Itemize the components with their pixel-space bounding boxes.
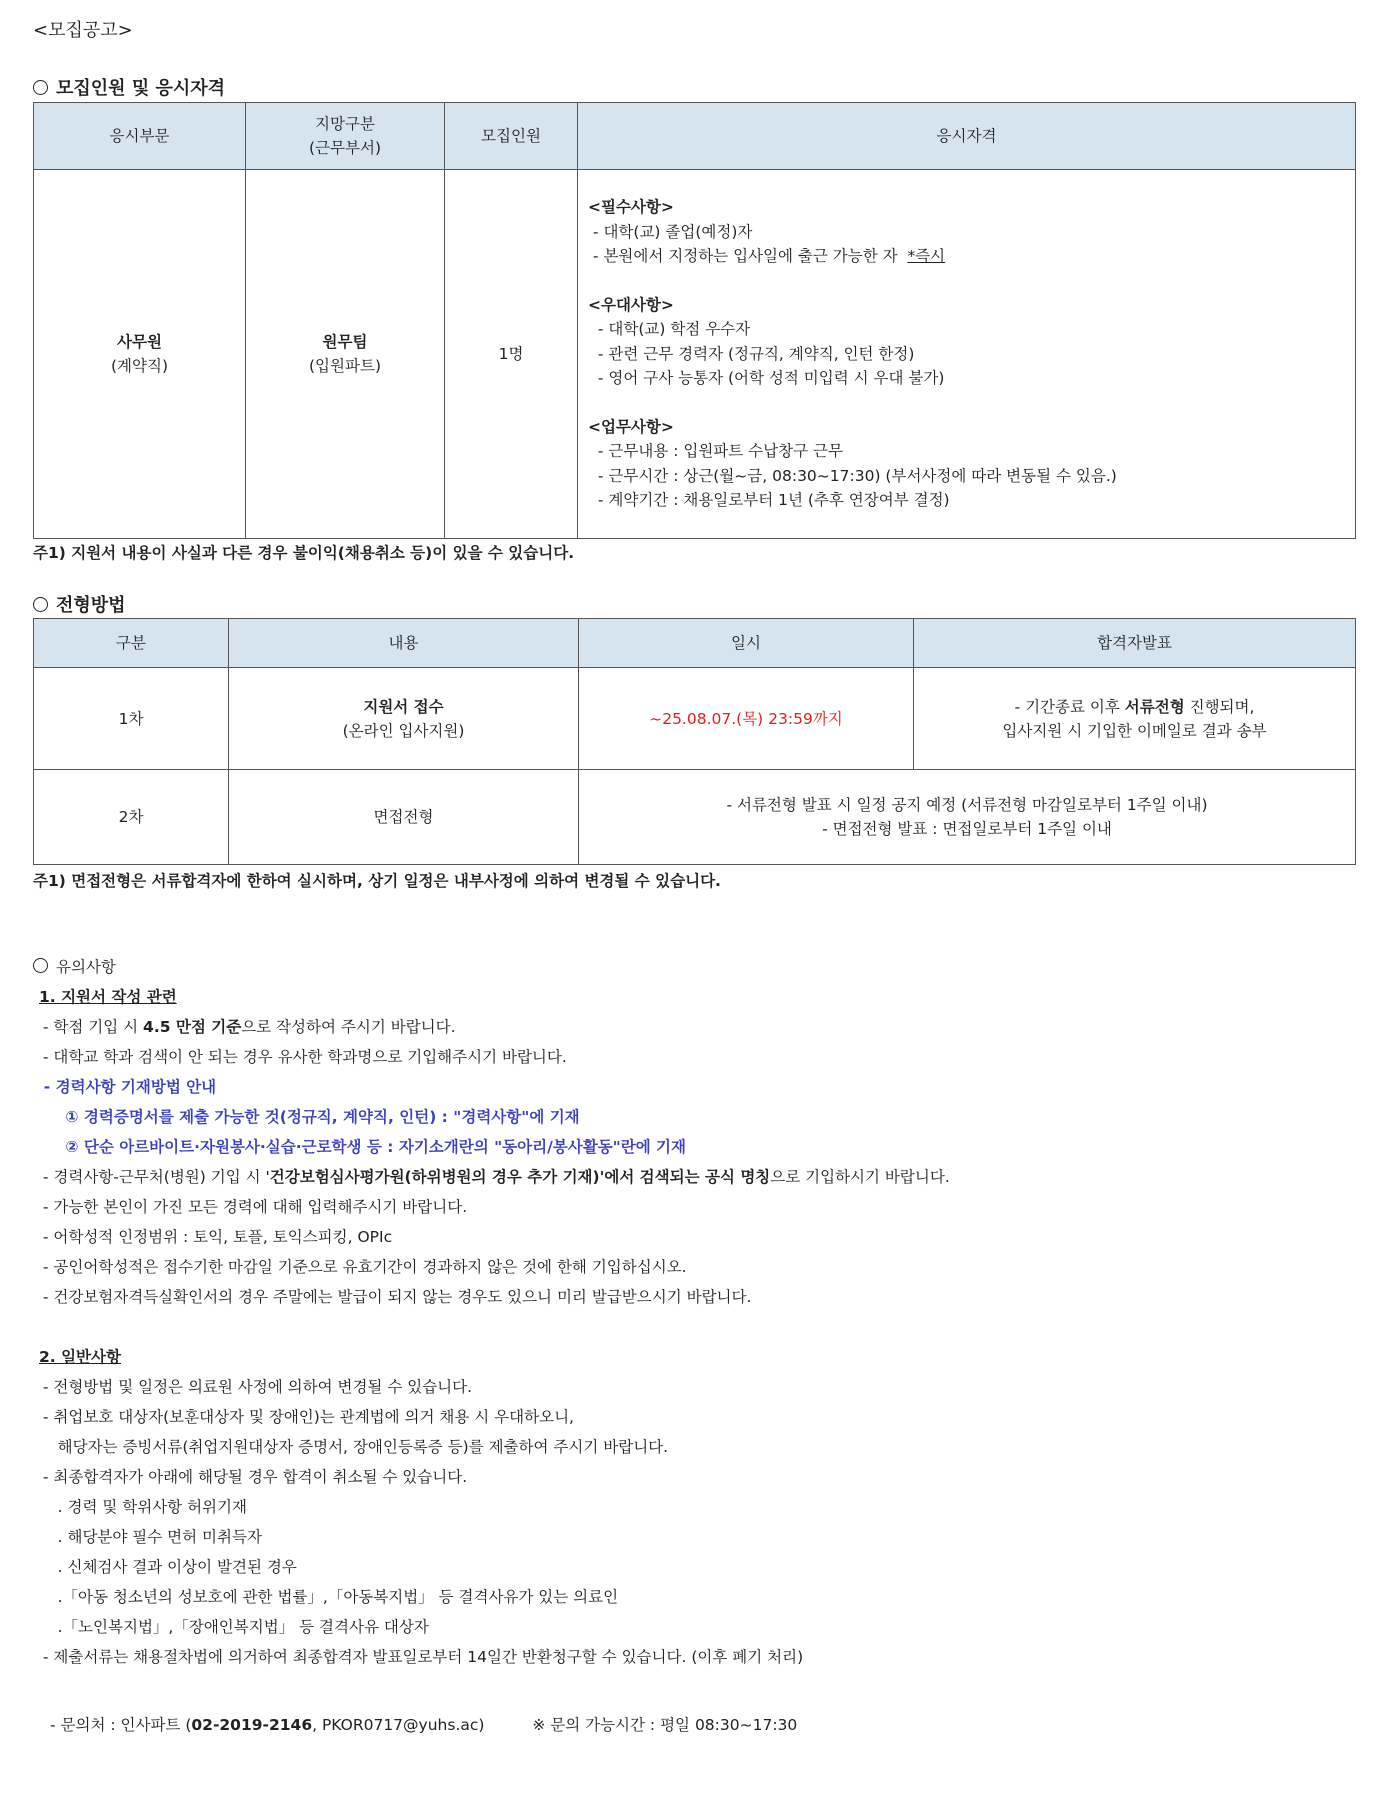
interview-detail-line: - 서류전형 발표 시 일정 공지 예정 (서류전형 마감일로부터 1주일 이내) [726,796,1208,814]
circle-bullet-icon [33,958,48,973]
immediate-note: *즉시 [907,247,946,265]
notice-subsection-title: 2. 일반사항 [39,1348,121,1366]
recruitment-heading-text: 모집인원 및 응시자격 [56,78,226,99]
required-item: - 본원에서 지정하는 입사일에 출근 가능한 자 *즉시 [588,247,946,265]
deadline-cell: ~25.08.07.(목) 23:59까지 [579,668,914,770]
col-header-dept: 응시부문 [34,103,246,170]
content-main: 지원서 접수 [363,697,444,716]
circle-bullet-icon [33,80,48,95]
preferred-item: - 대학(교) 학점 우수자 [588,320,751,338]
team-cell [246,170,445,539]
col-header-stage: 구분 [34,619,229,668]
interview-detail-line: - 면접전형 발표 : 면접일로부터 1주일 이내 [822,820,1112,838]
contact-email: , PKOR0717@yuhs.ac) [312,1716,485,1734]
col-header-area: 지망구분 (근무부서) [246,103,445,170]
duties-item: - 근무내용 : 입원파트 수납창구 근무 [588,442,843,460]
notice-line-guide: - 경력사항 기재방법 안내 [33,1078,217,1096]
count-cell: 1명 [445,170,578,539]
contact-line [50,1713,797,1735]
circle-bullet-icon [33,597,48,612]
selection-header-row [34,619,1356,668]
duties-item: - 근무시간 : 상근(월~금, 08:30~17:30) (부서사정에 따라 변동될 수 있음.) [588,466,1117,485]
notice-line: - 경력사항-근무처(병원) 기입 시 '건강보험심사평가원(하위병원의 경우 추가 기재)'에서 검색되는 공식 명칭으로 기입하시기 바랍니다. [33,1168,950,1186]
col-header-date: 일시 [579,619,914,668]
notice-line: - 제출서류는 채용절차법에 의거하여 최종합격자 발표일로부터 14일간 반환청구할 수 있습니다. (이후 폐기 처리) [33,1648,804,1666]
required-title: <필수사항> [588,198,674,216]
dept-cell [34,170,246,539]
content-cell [229,668,579,770]
notice-line: . 해당분야 필수 면허 미취득자 [33,1528,262,1546]
notice-line: - 가능한 본인이 가진 모든 경력에 대해 입력해주시기 바랍니다. [33,1198,468,1216]
selection-footnote: 주1) 면접전형은 서류합격자에 한하여 실시하며, 상기 일정은 내부사정에 의하여 변경될 수 있습니다. [33,872,721,890]
preferred-title: <우대사항> [588,295,674,314]
selection-row-2 [34,770,1356,865]
notice-line: 해당자는 증빙서류(취업지원대상자 증명서, 장애인등록증 등)를 제출하여 주시기 바랍니다. [33,1438,669,1456]
recruitment-header-row [34,103,1356,170]
notice-line: - 공인어학성적은 접수기한 마감일 기준으로 유효기간이 경과하지 않은 것에 한해 기입하십시오. [33,1258,687,1276]
selection-row-1 [34,668,1356,770]
team-sub: (입원파트) [309,357,381,375]
notice-line: - 어학성적 인정범위 : 토익, 토플, 토익스피킹, OPIc [33,1228,393,1246]
contact-hours: ※ 문의 가능시간 : 평일 08:30~17:30 [532,1716,798,1734]
stage-cell: 1차 [34,668,229,770]
preferred-item: - 관련 근무 경력자 (정규직, 계약직, 인턴 한정) [588,344,915,363]
recruitment-table [33,102,1356,539]
duties-item: - 계약기간 : 채용일로부터 1년 (추후 연장여부 결정) [588,491,950,509]
notice-line-guide: ① 경력증명서를 제출 가능한 것(정규직, 계약직, 인턴) : "경력사항"에 기재 [33,1108,580,1126]
preferred-item: - 영어 구사 능통자 (어학 성적 미입력 시 우대 불가) [588,369,945,387]
result-line: 입사지원 시 기입한 이메일로 결과 송부 [1002,721,1267,740]
result-line: - 기간종료 이후 서류전형 진행되며, [1014,697,1255,716]
notice-line: - 학점 기입 시 4.5 만점 기준으로 작성하여 주시기 바랍니다. [33,1018,456,1036]
selection-table [33,618,1356,865]
contact-phone: 02-2019-2146 [191,1716,313,1734]
recruitment-row [34,170,1356,539]
recruitment-footnote: 주1) 지원서 내용이 사실과 다른 경우 불이익(채용취소 등)이 있을 수 있습니다. [33,544,575,562]
interview-detail-cell [579,770,1356,865]
col-header-content: 내용 [229,619,579,668]
selection-heading-text: 전형방법 [56,595,126,616]
notice-line: - 최종합격자가 아래에 해당될 경우 합격이 취소될 수 있습니다. [33,1468,468,1486]
content-sub: (온라인 입사지원) [342,721,465,740]
notice-heading: 유의사항 [33,952,1353,982]
col-header-result: 합격자발표 [914,619,1356,668]
notice-line: - 대학교 학과 검색이 안 되는 경우 유사한 학과명으로 기입해주시기 바랍니다. [33,1048,567,1066]
notice-subsection-title: 1. 지원서 작성 관련 [39,988,177,1006]
duties-title: <업무사항> [588,417,674,436]
notice-line: . 신체검사 결과 이상이 발견된 경우 [33,1558,297,1576]
qualification-cell [578,170,1356,539]
col-header-qualification: 응시자격 [578,103,1356,170]
notice-line: . 경력 및 학위사항 허위기재 [33,1498,247,1516]
notice-line: - 취업보호 대상자(보훈대상자 및 장애인)는 관계법에 의거 채용 시 우대하오니, [33,1408,574,1426]
selection-section-heading [33,591,126,617]
result-cell [914,668,1356,770]
stage-cell: 2차 [34,770,229,865]
notice-line: - 건강보험자격득실확인서의 경우 주말에는 발급이 되지 않는 경우도 있으니 미리 발급받으시기 바랍니다. [33,1288,752,1306]
notice-section [33,952,1353,1672]
required-item: - 대학(교) 졸업(예정)자 [588,222,753,241]
notice-line-guide: ② 단순 아르바이트·자원봉사·실습·근로학생 등 : 자기소개란의 "동아리/봉사활동"란에 기재 [33,1138,687,1156]
contact-label: - 문의처 : 인사파트 ( [50,1716,192,1734]
dept-sub: (계약직) [110,357,168,375]
document-title: <모집공고> [33,20,133,41]
content-cell: 면접전형 [229,770,579,865]
recruitment-section-heading [33,74,225,100]
notice-line: .「노인복지법」,「장애인복지법」 등 결격사유 대상자 [33,1618,429,1636]
team-main: 원무팀 [322,333,368,351]
col-header-count: 모집인원 [445,103,578,170]
dept-main: 사무원 [117,333,162,351]
notice-line: .「아동 청소년의 성보호에 관한 법률」,「아동복지법」 등 결격사유가 있는 의료인 [33,1588,619,1606]
notice-line: - 전형방법 및 일정은 의료원 사정에 의하여 변경될 수 있습니다. [33,1378,473,1396]
